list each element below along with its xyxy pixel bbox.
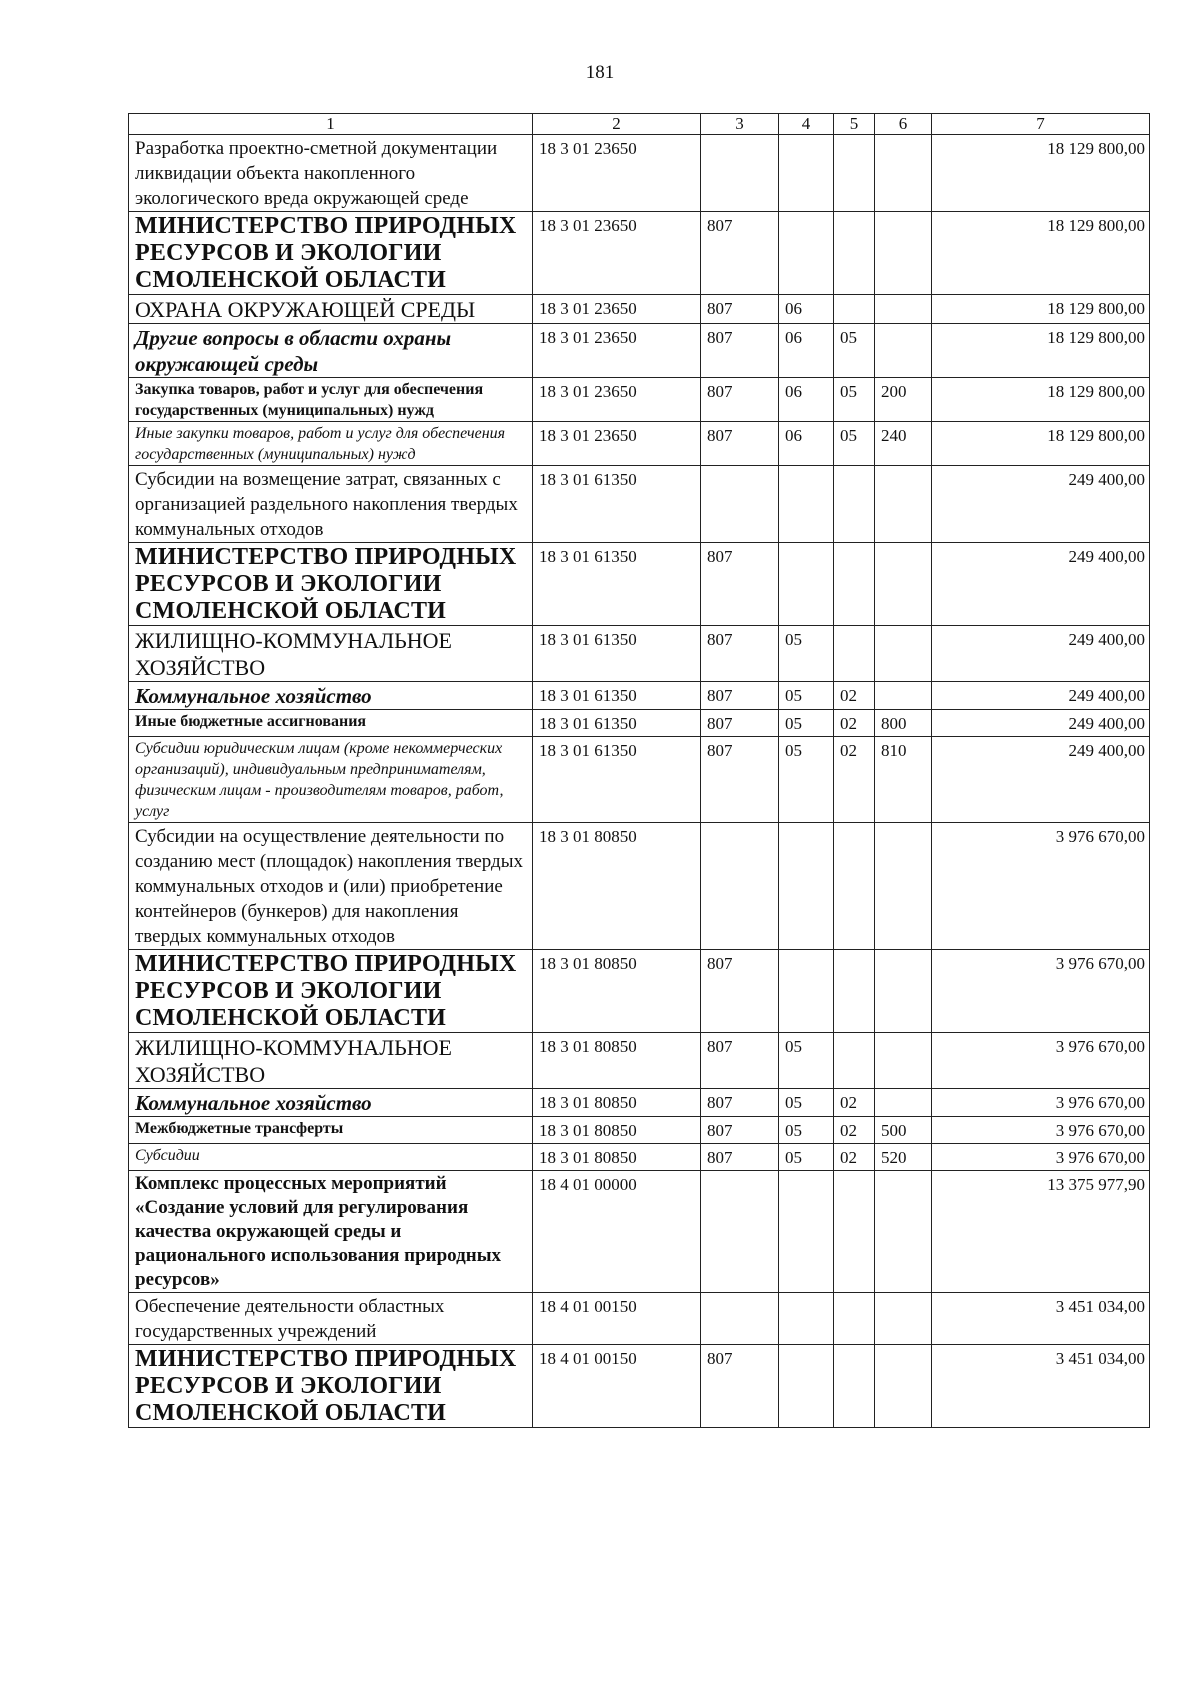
row-ministry-code: 807 (701, 1033, 779, 1089)
header-col-6: 6 (875, 114, 932, 135)
table-row (129, 422, 1150, 466)
table-row (129, 682, 1150, 710)
row-target-code: 18 3 01 61350 (533, 466, 701, 543)
row-expense-type-code: 800 (875, 710, 932, 737)
row-expense-type-code (875, 1293, 932, 1345)
row-subsection-code: 02 (834, 1117, 875, 1144)
row-ministry-code: 807 (701, 737, 779, 823)
row-ministry-code: 807 (701, 295, 779, 324)
row-name: Иные закупки товаров, работ и услуг для обеспечения государственных (муниципальных) нужд (129, 422, 533, 466)
row-section-code: 05 (779, 626, 834, 682)
row-subsection-code (834, 135, 875, 212)
header-col-3: 3 (701, 114, 779, 135)
row-section-code: 05 (779, 682, 834, 710)
row-section-code: 06 (779, 324, 834, 378)
header-col-7: 7 (932, 114, 1150, 135)
table-row (129, 1089, 1150, 1117)
row-amount: 249 400,00 (932, 466, 1150, 543)
header-col-5: 5 (834, 114, 875, 135)
row-subsection-code: 02 (834, 710, 875, 737)
table-row (129, 295, 1150, 324)
row-ministry-code: 807 (701, 543, 779, 626)
row-ministry-code: 807 (701, 1089, 779, 1117)
row-subsection-code (834, 466, 875, 543)
row-amount: 3 976 670,00 (932, 1089, 1150, 1117)
row-target-code: 18 3 01 61350 (533, 626, 701, 682)
row-section-code: 05 (779, 1144, 834, 1171)
row-expense-type-code (875, 1033, 932, 1089)
row-section-code: 05 (779, 1117, 834, 1144)
table-row (129, 378, 1150, 422)
table-row (129, 1144, 1150, 1171)
row-target-code: 18 3 01 23650 (533, 324, 701, 378)
row-amount: 3 976 670,00 (932, 823, 1150, 950)
row-section-code: 05 (779, 710, 834, 737)
table-row (129, 1117, 1150, 1144)
row-amount: 249 400,00 (932, 710, 1150, 737)
row-name: МИНИСТЕРСТВО ПРИРОДНЫХ РЕСУРСОВ И ЭКОЛОГИИ СМОЛЕНСКОЙ ОБЛАСТИ (129, 543, 533, 626)
row-expense-type-code (875, 324, 932, 378)
row-target-code: 18 3 01 61350 (533, 710, 701, 737)
table-row (129, 466, 1150, 543)
row-subsection-code: 02 (834, 1144, 875, 1171)
row-name: МИНИСТЕРСТВО ПРИРОДНЫХ РЕСУРСОВ И ЭКОЛОГИИ СМОЛЕНСКОЙ ОБЛАСТИ (129, 950, 533, 1033)
header-col-4: 4 (779, 114, 834, 135)
row-subsection-code (834, 543, 875, 626)
row-amount: 249 400,00 (932, 682, 1150, 710)
row-name: ЖИЛИЩНО-КОММУНАЛЬНОЕ ХОЗЯЙСТВО (129, 1033, 533, 1089)
row-amount: 3 976 670,00 (932, 1033, 1150, 1089)
row-name: МИНИСТЕРСТВО ПРИРОДНЫХ РЕСУРСОВ И ЭКОЛОГИИ СМОЛЕНСКОЙ ОБЛАСТИ (129, 1345, 533, 1428)
table-row (129, 135, 1150, 212)
row-subsection-code: 02 (834, 682, 875, 710)
row-section-code (779, 135, 834, 212)
row-name: Субсидии (129, 1144, 533, 1171)
table-row (129, 710, 1150, 737)
table-body (129, 135, 1150, 1428)
row-amount: 18 129 800,00 (932, 135, 1150, 212)
row-subsection-code: 02 (834, 1089, 875, 1117)
row-subsection-code (834, 295, 875, 324)
row-section-code: 06 (779, 422, 834, 466)
table-row (129, 1033, 1150, 1089)
row-ministry-code: 807 (701, 378, 779, 422)
table-row (129, 324, 1150, 378)
row-expense-type-code (875, 295, 932, 324)
row-subsection-code (834, 626, 875, 682)
row-amount: 3 451 034,00 (932, 1345, 1150, 1428)
row-target-code: 18 3 01 23650 (533, 212, 701, 295)
row-target-code: 18 3 01 61350 (533, 682, 701, 710)
row-name: Коммунальное хозяйство (129, 1089, 533, 1117)
row-target-code: 18 3 01 23650 (533, 422, 701, 466)
row-subsection-code: 02 (834, 737, 875, 823)
budget-table (128, 113, 1150, 1428)
row-target-code: 18 4 01 00000 (533, 1171, 701, 1293)
row-expense-type-code (875, 1345, 932, 1428)
row-ministry-code (701, 135, 779, 212)
row-subsection-code: 05 (834, 324, 875, 378)
row-subsection-code: 05 (834, 378, 875, 422)
table-row (129, 1293, 1150, 1345)
row-name: ЖИЛИЩНО-КОММУНАЛЬНОЕ ХОЗЯЙСТВО (129, 626, 533, 682)
row-target-code: 18 3 01 61350 (533, 737, 701, 823)
row-subsection-code (834, 1033, 875, 1089)
row-section-code: 05 (779, 737, 834, 823)
row-ministry-code: 807 (701, 626, 779, 682)
row-target-code: 18 4 01 00150 (533, 1345, 701, 1428)
row-name: Другие вопросы в области охраны окружающей среды (129, 324, 533, 378)
row-name: Разработка проектно-сметной документации ликвидации объекта накопленного экологического вреда окружающей среде (129, 135, 533, 212)
row-name: Комплекс процессных мероприятий «Создание условий для регулирования качества окружающей среды и рационального использования природных ресурсов» (129, 1171, 533, 1293)
row-amount: 249 400,00 (932, 626, 1150, 682)
row-amount: 3 976 670,00 (932, 1117, 1150, 1144)
row-target-code: 18 3 01 61350 (533, 543, 701, 626)
row-target-code: 18 3 01 23650 (533, 295, 701, 324)
row-target-code: 18 3 01 80850 (533, 823, 701, 950)
row-section-code (779, 543, 834, 626)
row-target-code: 18 3 01 23650 (533, 378, 701, 422)
table-row (129, 543, 1150, 626)
row-expense-type-code (875, 1089, 932, 1117)
row-ministry-code: 807 (701, 1144, 779, 1171)
row-name: Коммунальное хозяйство (129, 682, 533, 710)
row-section-code (779, 1293, 834, 1345)
table-row (129, 626, 1150, 682)
row-expense-type-code (875, 466, 932, 543)
row-section-code: 06 (779, 295, 834, 324)
row-name: Закупка товаров, работ и услуг для обеспечения государственных (муниципальных) нужд (129, 378, 533, 422)
table-row (129, 823, 1150, 950)
row-target-code: 18 3 01 80850 (533, 1089, 701, 1117)
row-expense-type-code (875, 626, 932, 682)
header-col-2: 2 (533, 114, 701, 135)
row-ministry-code: 807 (701, 324, 779, 378)
row-amount: 3 976 670,00 (932, 1144, 1150, 1171)
row-name: Иные бюджетные ассигнования (129, 710, 533, 737)
row-expense-type-code (875, 950, 932, 1033)
row-name: ОХРАНА ОКРУЖАЮЩЕЙ СРЕДЫ (129, 295, 533, 324)
table-row (129, 950, 1150, 1033)
row-expense-type-code (875, 212, 932, 295)
row-section-code (779, 1171, 834, 1293)
row-ministry-code: 807 (701, 950, 779, 1033)
row-expense-type-code: 810 (875, 737, 932, 823)
table-row (129, 737, 1150, 823)
table-header-row (129, 114, 1150, 135)
row-expense-type-code (875, 682, 932, 710)
row-section-code (779, 1345, 834, 1428)
row-section-code (779, 466, 834, 543)
row-name: Субсидии на возмещение затрат, связанных с организацией раздельного накопления твердых коммунальных отходов (129, 466, 533, 543)
row-subsection-code: 05 (834, 422, 875, 466)
row-section-code (779, 823, 834, 950)
row-expense-type-code: 500 (875, 1117, 932, 1144)
row-section-code: 05 (779, 1089, 834, 1117)
row-target-code: 18 3 01 23650 (533, 135, 701, 212)
row-ministry-code: 807 (701, 1345, 779, 1428)
table-row (129, 212, 1150, 295)
row-amount: 3 976 670,00 (932, 950, 1150, 1033)
page-number: 181 (585, 62, 615, 83)
row-subsection-code (834, 823, 875, 950)
row-expense-type-code: 240 (875, 422, 932, 466)
row-expense-type-code (875, 543, 932, 626)
row-subsection-code (834, 950, 875, 1033)
row-amount: 249 400,00 (932, 737, 1150, 823)
row-ministry-code: 807 (701, 710, 779, 737)
row-ministry-code: 807 (701, 212, 779, 295)
row-ministry-code: 807 (701, 1117, 779, 1144)
row-target-code: 18 3 01 80850 (533, 1144, 701, 1171)
row-target-code: 18 4 01 00150 (533, 1293, 701, 1345)
row-subsection-code (834, 212, 875, 295)
row-expense-type-code (875, 135, 932, 212)
row-amount: 13 375 977,90 (932, 1171, 1150, 1293)
table-row (129, 1171, 1150, 1293)
row-target-code: 18 3 01 80850 (533, 1033, 701, 1089)
row-name: Межбюджетные трансферты (129, 1117, 533, 1144)
row-subsection-code (834, 1345, 875, 1428)
row-section-code (779, 950, 834, 1033)
row-target-code: 18 3 01 80850 (533, 1117, 701, 1144)
row-amount: 249 400,00 (932, 543, 1150, 626)
row-expense-type-code: 520 (875, 1144, 932, 1171)
row-ministry-code (701, 1171, 779, 1293)
row-ministry-code: 807 (701, 682, 779, 710)
row-subsection-code (834, 1171, 875, 1293)
table-row (129, 1345, 1150, 1428)
row-amount: 18 129 800,00 (932, 378, 1150, 422)
row-ministry-code (701, 823, 779, 950)
row-section-code (779, 212, 834, 295)
row-amount: 18 129 800,00 (932, 212, 1150, 295)
row-expense-type-code (875, 823, 932, 950)
row-name: Субсидии юридическим лицам (кроме некоммерческих организаций), индивидуальным предпринимателям, физическим лицам - производителям товаров, работ, услуг (129, 737, 533, 823)
row-amount: 3 451 034,00 (932, 1293, 1150, 1345)
header-col-1: 1 (129, 114, 533, 135)
row-ministry-code: 807 (701, 422, 779, 466)
row-expense-type-code: 200 (875, 378, 932, 422)
row-target-code: 18 3 01 80850 (533, 950, 701, 1033)
row-section-code: 06 (779, 378, 834, 422)
row-subsection-code (834, 1293, 875, 1345)
row-name: МИНИСТЕРСТВО ПРИРОДНЫХ РЕСУРСОВ И ЭКОЛОГИИ СМОЛЕНСКОЙ ОБЛАСТИ (129, 212, 533, 295)
row-amount: 18 129 800,00 (932, 324, 1150, 378)
row-ministry-code (701, 1293, 779, 1345)
row-name: Обеспечение деятельности областных государственных учреждений (129, 1293, 533, 1345)
row-ministry-code (701, 466, 779, 543)
row-expense-type-code (875, 1171, 932, 1293)
row-amount: 18 129 800,00 (932, 422, 1150, 466)
row-section-code: 05 (779, 1033, 834, 1089)
row-amount: 18 129 800,00 (932, 295, 1150, 324)
row-name: Субсидии на осуществление деятельности по созданию мест (площадок) накопления твердых коммунальных отходов и (или) приобретение контейнеров (бункеров) для накопления твердых коммунальных отходов (129, 823, 533, 950)
